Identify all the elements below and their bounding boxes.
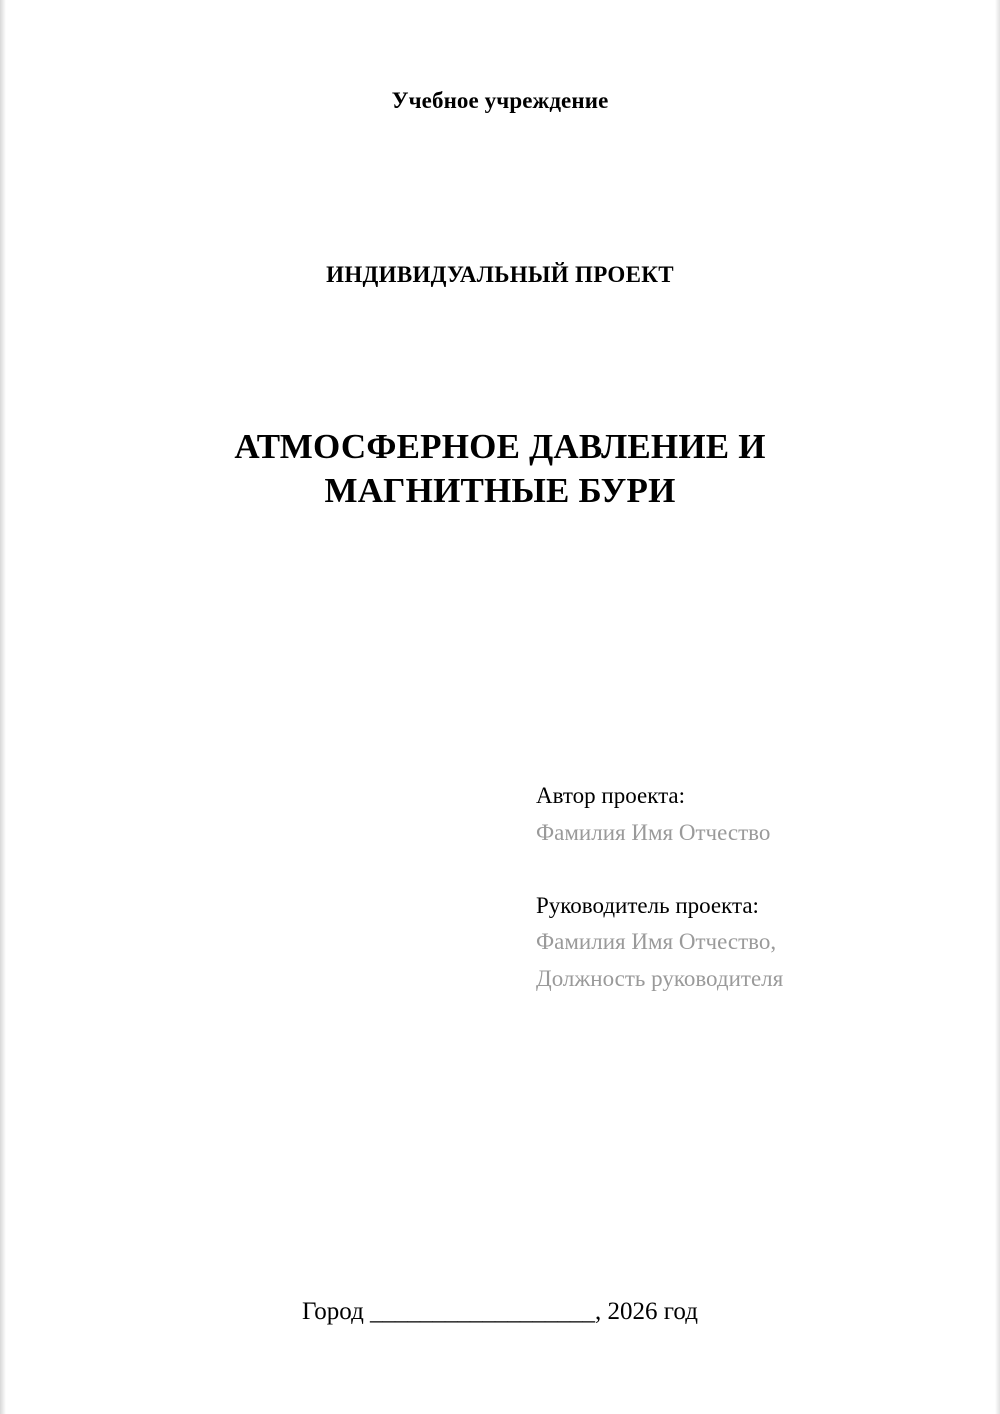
page-content [96,0,904,1414]
author-label: Автор проекта: [536,783,685,808]
page-title-line-2: МАГНИТНЫЕ БУРИ [324,471,676,511]
city-and-year[interactable]: Город __________________, 2026 год [302,1298,698,1325]
block-spacer [536,852,904,888]
author-value[interactable]: Фамилия Имя Отчество [536,819,771,845]
institution-name: Учебное учреждение [391,88,609,113]
page-title [96,425,904,513]
supervisor-value-line-2[interactable]: Должность руководителя [536,966,784,992]
supervisor-value-line-1[interactable]: Фамилия Имя Отчество, [536,929,777,955]
supervisor-label: Руководитель проекта: [536,892,759,918]
authorship-block [536,778,904,998]
page-title-line-1: АТМОСФЕРНОЕ ДАВЛЕНИЕ И [234,427,766,466]
document-type: ИНДИВИДУАЛЬНЫЙ ПРОЕКТ [326,262,674,287]
